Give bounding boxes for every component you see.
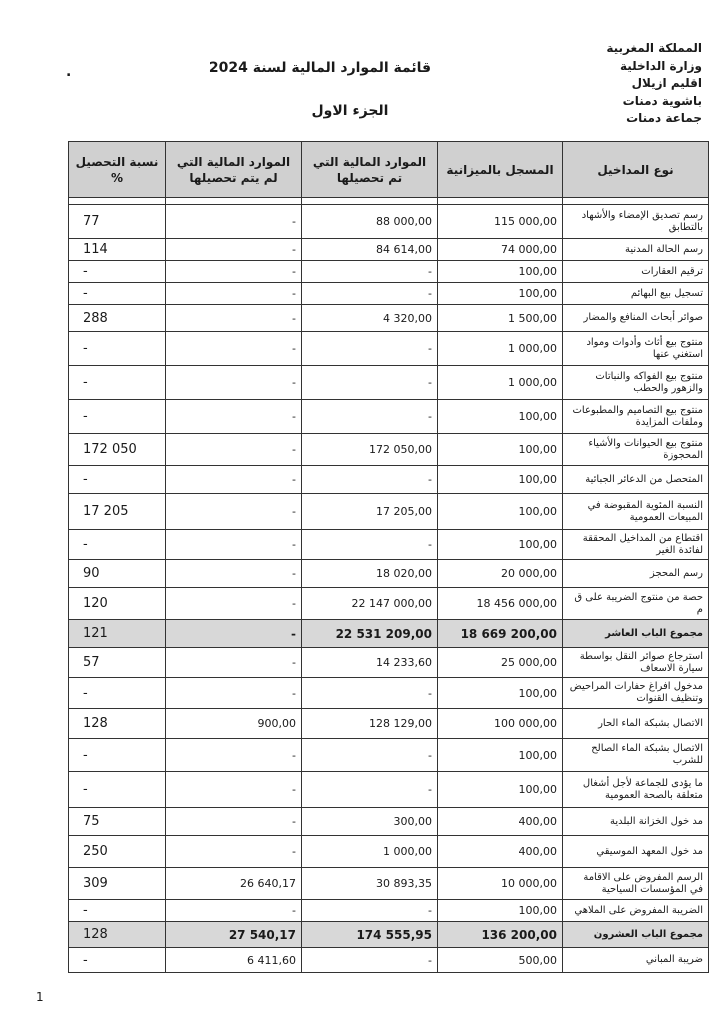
- uncollected-cell: -: [166, 900, 302, 922]
- table-row: [69, 678, 709, 709]
- rate-cell: -: [69, 530, 166, 560]
- budget-cell: 18 456 000,00: [438, 588, 563, 620]
- rate-cell: 120: [69, 588, 166, 620]
- uncollected-cell: -: [166, 772, 302, 808]
- table-row: [69, 205, 709, 239]
- table-row: [69, 530, 709, 560]
- budget-cell: 136 200,00: [438, 922, 563, 948]
- uncollected-cell: -: [166, 588, 302, 620]
- rate-cell: -: [69, 678, 166, 709]
- header-line: وزارة الداخلية: [619, 58, 702, 73]
- collected-cell: 88 000,00: [302, 205, 438, 239]
- rate-cell: -: [69, 400, 166, 434]
- table-row: [69, 332, 709, 366]
- budget-cell: 1 000,00: [438, 366, 563, 400]
- rate-cell: -: [69, 466, 166, 494]
- rate-cell: -: [69, 900, 166, 922]
- uncollected-cell: -: [166, 434, 302, 466]
- collected-cell: 174 555,95: [302, 922, 438, 948]
- uncollected-cell: -: [166, 739, 302, 772]
- header-collected: الموارد المالية التي تم تحصيلها: [302, 142, 438, 198]
- rate-cell: -: [69, 261, 166, 283]
- table-body: [69, 205, 709, 973]
- uncollected-cell: -: [166, 466, 302, 494]
- rate-cell: -: [69, 283, 166, 305]
- collected-cell: -: [302, 400, 438, 434]
- type-cell: اقتطاع من المداخيل المحققة لفائدة الغير: [563, 530, 709, 560]
- budget-cell: 100 000,00: [438, 709, 563, 739]
- header-line: المملكة المغربية: [606, 41, 702, 55]
- collected-cell: -: [302, 332, 438, 366]
- header-type: نوع المداخيل: [563, 142, 709, 198]
- table-row: [69, 366, 709, 400]
- rate-cell: 17 205: [69, 494, 166, 530]
- rate-cell: -: [69, 366, 166, 400]
- budget-cell: 115 000,00: [438, 205, 563, 239]
- table-row: [69, 588, 709, 620]
- rate-cell: 250: [69, 836, 166, 868]
- collected-cell: -: [302, 739, 438, 772]
- budget-cell: 100,00: [438, 900, 563, 922]
- table-row: [69, 948, 709, 973]
- type-cell: ضريبة المباني: [563, 948, 709, 973]
- table-row: [69, 900, 709, 922]
- revenue-table: [68, 141, 709, 973]
- header-line: باشوية دمنات: [622, 93, 702, 108]
- budget-cell: 100,00: [438, 400, 563, 434]
- page-number: 1: [36, 990, 44, 1004]
- collected-cell: 172 050,00: [302, 434, 438, 466]
- table-row: [69, 239, 709, 261]
- rate-cell: 75: [69, 808, 166, 836]
- table-row: [69, 739, 709, 772]
- collected-cell: -: [302, 948, 438, 973]
- budget-cell: 100,00: [438, 739, 563, 772]
- total-row: [69, 922, 709, 948]
- table-row: [69, 466, 709, 494]
- budget-cell: 400,00: [438, 836, 563, 868]
- header-line: جماعة دمنات: [626, 111, 702, 125]
- table-row: [69, 494, 709, 530]
- uncollected-cell: -: [166, 678, 302, 709]
- budget-cell: 1 000,00: [438, 332, 563, 366]
- type-cell: ترقيم العقارات: [563, 261, 709, 283]
- budget-cell: 500,00: [438, 948, 563, 973]
- type-cell: الاتصال بشبكة الماء الصالح للشرب: [563, 739, 709, 772]
- collected-cell: 17 205,00: [302, 494, 438, 530]
- type-cell: تسجيل بيع البهائم: [563, 283, 709, 305]
- rate-cell: -: [69, 332, 166, 366]
- uncollected-cell: -: [166, 305, 302, 332]
- rate-cell: 128: [69, 922, 166, 948]
- collected-cell: -: [302, 530, 438, 560]
- type-cell: حصة من منتوج الضريبة على ق م: [563, 588, 709, 620]
- collected-cell: 1 000,00: [302, 836, 438, 868]
- budget-cell: 18 669 200,00: [438, 620, 563, 648]
- collected-cell: -: [302, 283, 438, 305]
- table-row: [69, 434, 709, 466]
- table-row: [69, 868, 709, 900]
- collected-cell: 22 531 209,00: [302, 620, 438, 648]
- uncollected-cell: -: [166, 530, 302, 560]
- header-spacer: [69, 198, 709, 205]
- collected-cell: 4 320,00: [302, 305, 438, 332]
- rate-cell: 172 050: [69, 434, 166, 466]
- budget-cell: 100,00: [438, 494, 563, 530]
- rate-cell: 77: [69, 205, 166, 239]
- type-cell: ما يؤدى للجماعة لأجل أشغال متعلقة بالصحة العمومية: [563, 772, 709, 808]
- header-uncollected: الموارد المالية التي لم يتم تحصيلها: [166, 142, 302, 198]
- collected-cell: -: [302, 900, 438, 922]
- rate-cell: -: [69, 948, 166, 973]
- collected-cell: 22 147 000,00: [302, 588, 438, 620]
- budget-cell: 74 000,00: [438, 239, 563, 261]
- budget-cell: 1 500,00: [438, 305, 563, 332]
- uncollected-cell: 26 640,17: [166, 868, 302, 900]
- page-subtitle: الجزء الاول: [311, 103, 389, 119]
- table-row: [69, 648, 709, 678]
- uncollected-cell: -: [166, 400, 302, 434]
- uncollected-cell: 6 411,60: [166, 948, 302, 973]
- rate-cell: 309: [69, 868, 166, 900]
- type-cell: الضريبة المفروض على الملاهي: [563, 900, 709, 922]
- uncollected-cell: 27 540,17: [166, 922, 302, 948]
- type-cell: استرجاع صوائر النقل بواسطة سيارة الاسعاف: [563, 648, 709, 678]
- budget-cell: 100,00: [438, 530, 563, 560]
- collected-cell: 300,00: [302, 808, 438, 836]
- budget-cell: 100,00: [438, 678, 563, 709]
- collected-cell: -: [302, 772, 438, 808]
- type-cell: النسبة المئوية المقبوضة في المبيعات العمومية: [563, 494, 709, 530]
- type-cell: مجموع الباب العاشر: [563, 620, 709, 648]
- uncollected-cell: -: [166, 261, 302, 283]
- budget-cell: 100,00: [438, 466, 563, 494]
- table-row: [69, 808, 709, 836]
- total-row: [69, 620, 709, 648]
- header-line: اقليم ازيلال: [631, 76, 702, 90]
- collected-cell: 14 233,60: [302, 648, 438, 678]
- uncollected-cell: -: [166, 366, 302, 400]
- type-cell: المتحصل من الدعائر الجبائية: [563, 466, 709, 494]
- uncollected-cell: -: [166, 205, 302, 239]
- type-cell: رسم تصديق الإمضاء والأشهاد بالتطابق: [563, 205, 709, 239]
- rate-cell: 128: [69, 709, 166, 739]
- budget-cell: 100,00: [438, 772, 563, 808]
- collected-cell: 84 614,00: [302, 239, 438, 261]
- type-cell: منتوج بيع الحيوانات والأشياء المحجوزة: [563, 434, 709, 466]
- budget-cell: 25 000,00: [438, 648, 563, 678]
- collected-cell: -: [302, 678, 438, 709]
- table-row: [69, 709, 709, 739]
- budget-cell: 100,00: [438, 434, 563, 466]
- type-cell: مدخول افراغ حفارات المراحيض وتنظيف القنوات: [563, 678, 709, 709]
- page-title: قائمة الموارد المالية لسنة 2024: [208, 60, 432, 76]
- rate-cell: -: [69, 772, 166, 808]
- uncollected-cell: -: [166, 239, 302, 261]
- budget-cell: 100,00: [438, 283, 563, 305]
- table-row: [69, 283, 709, 305]
- uncollected-cell: -: [166, 560, 302, 588]
- uncollected-cell: -: [166, 494, 302, 530]
- type-cell: منتوج بيع أثاث وأدوات ومواد استغني عنها: [563, 332, 709, 366]
- rate-cell: 90: [69, 560, 166, 588]
- type-cell: مد خول الخزانة البلدية: [563, 808, 709, 836]
- uncollected-cell: -: [166, 808, 302, 836]
- budget-cell: 20 000,00: [438, 560, 563, 588]
- rate-cell: 121: [69, 620, 166, 648]
- rate-cell: 57: [69, 648, 166, 678]
- uncollected-cell: 900,00: [166, 709, 302, 739]
- stray-mark: .: [66, 64, 72, 80]
- type-cell: صوائر أبحاث المنافع والمضار: [563, 305, 709, 332]
- type-cell: رسم الحالة المدنية: [563, 239, 709, 261]
- table-row: [69, 261, 709, 283]
- uncollected-cell: -: [166, 332, 302, 366]
- table-row: [69, 772, 709, 808]
- type-cell: منتوج بيع التصاميم والمطبوعات وملفات المزايدة: [563, 400, 709, 434]
- rate-cell: 114: [69, 239, 166, 261]
- type-cell: الرسم المفروض على الاقامة في المؤسسات السياحية: [563, 868, 709, 900]
- collected-cell: 30 893,35: [302, 868, 438, 900]
- rate-cell: 288: [69, 305, 166, 332]
- type-cell: منتوج بيع الفواكه والنباتات والزهور والحطب: [563, 366, 709, 400]
- budget-cell: 100,00: [438, 261, 563, 283]
- collected-cell: -: [302, 466, 438, 494]
- collected-cell: 128 129,00: [302, 709, 438, 739]
- table-row: [69, 560, 709, 588]
- uncollected-cell: -: [166, 283, 302, 305]
- type-cell: مد خول المعهد الموسيقي: [563, 836, 709, 868]
- budget-cell: 10 000,00: [438, 868, 563, 900]
- uncollected-cell: -: [166, 620, 302, 648]
- collected-cell: -: [302, 366, 438, 400]
- uncollected-cell: -: [166, 836, 302, 868]
- header-budget: المسجل بالميزانية: [438, 142, 563, 198]
- uncollected-cell: -: [166, 648, 302, 678]
- table-row: [69, 836, 709, 868]
- type-cell: رسم المحجز: [563, 560, 709, 588]
- table-row: [69, 400, 709, 434]
- table-row: [69, 305, 709, 332]
- header-rate: نسبة التحصيل %: [69, 142, 166, 198]
- collected-cell: -: [302, 261, 438, 283]
- document-header: [606, 40, 702, 128]
- type-cell: الاتصال بشبكة الماء الحار: [563, 709, 709, 739]
- type-cell: مجموع الباب العشرون: [563, 922, 709, 948]
- budget-cell: 400,00: [438, 808, 563, 836]
- collected-cell: 18 020,00: [302, 560, 438, 588]
- rate-cell: -: [69, 739, 166, 772]
